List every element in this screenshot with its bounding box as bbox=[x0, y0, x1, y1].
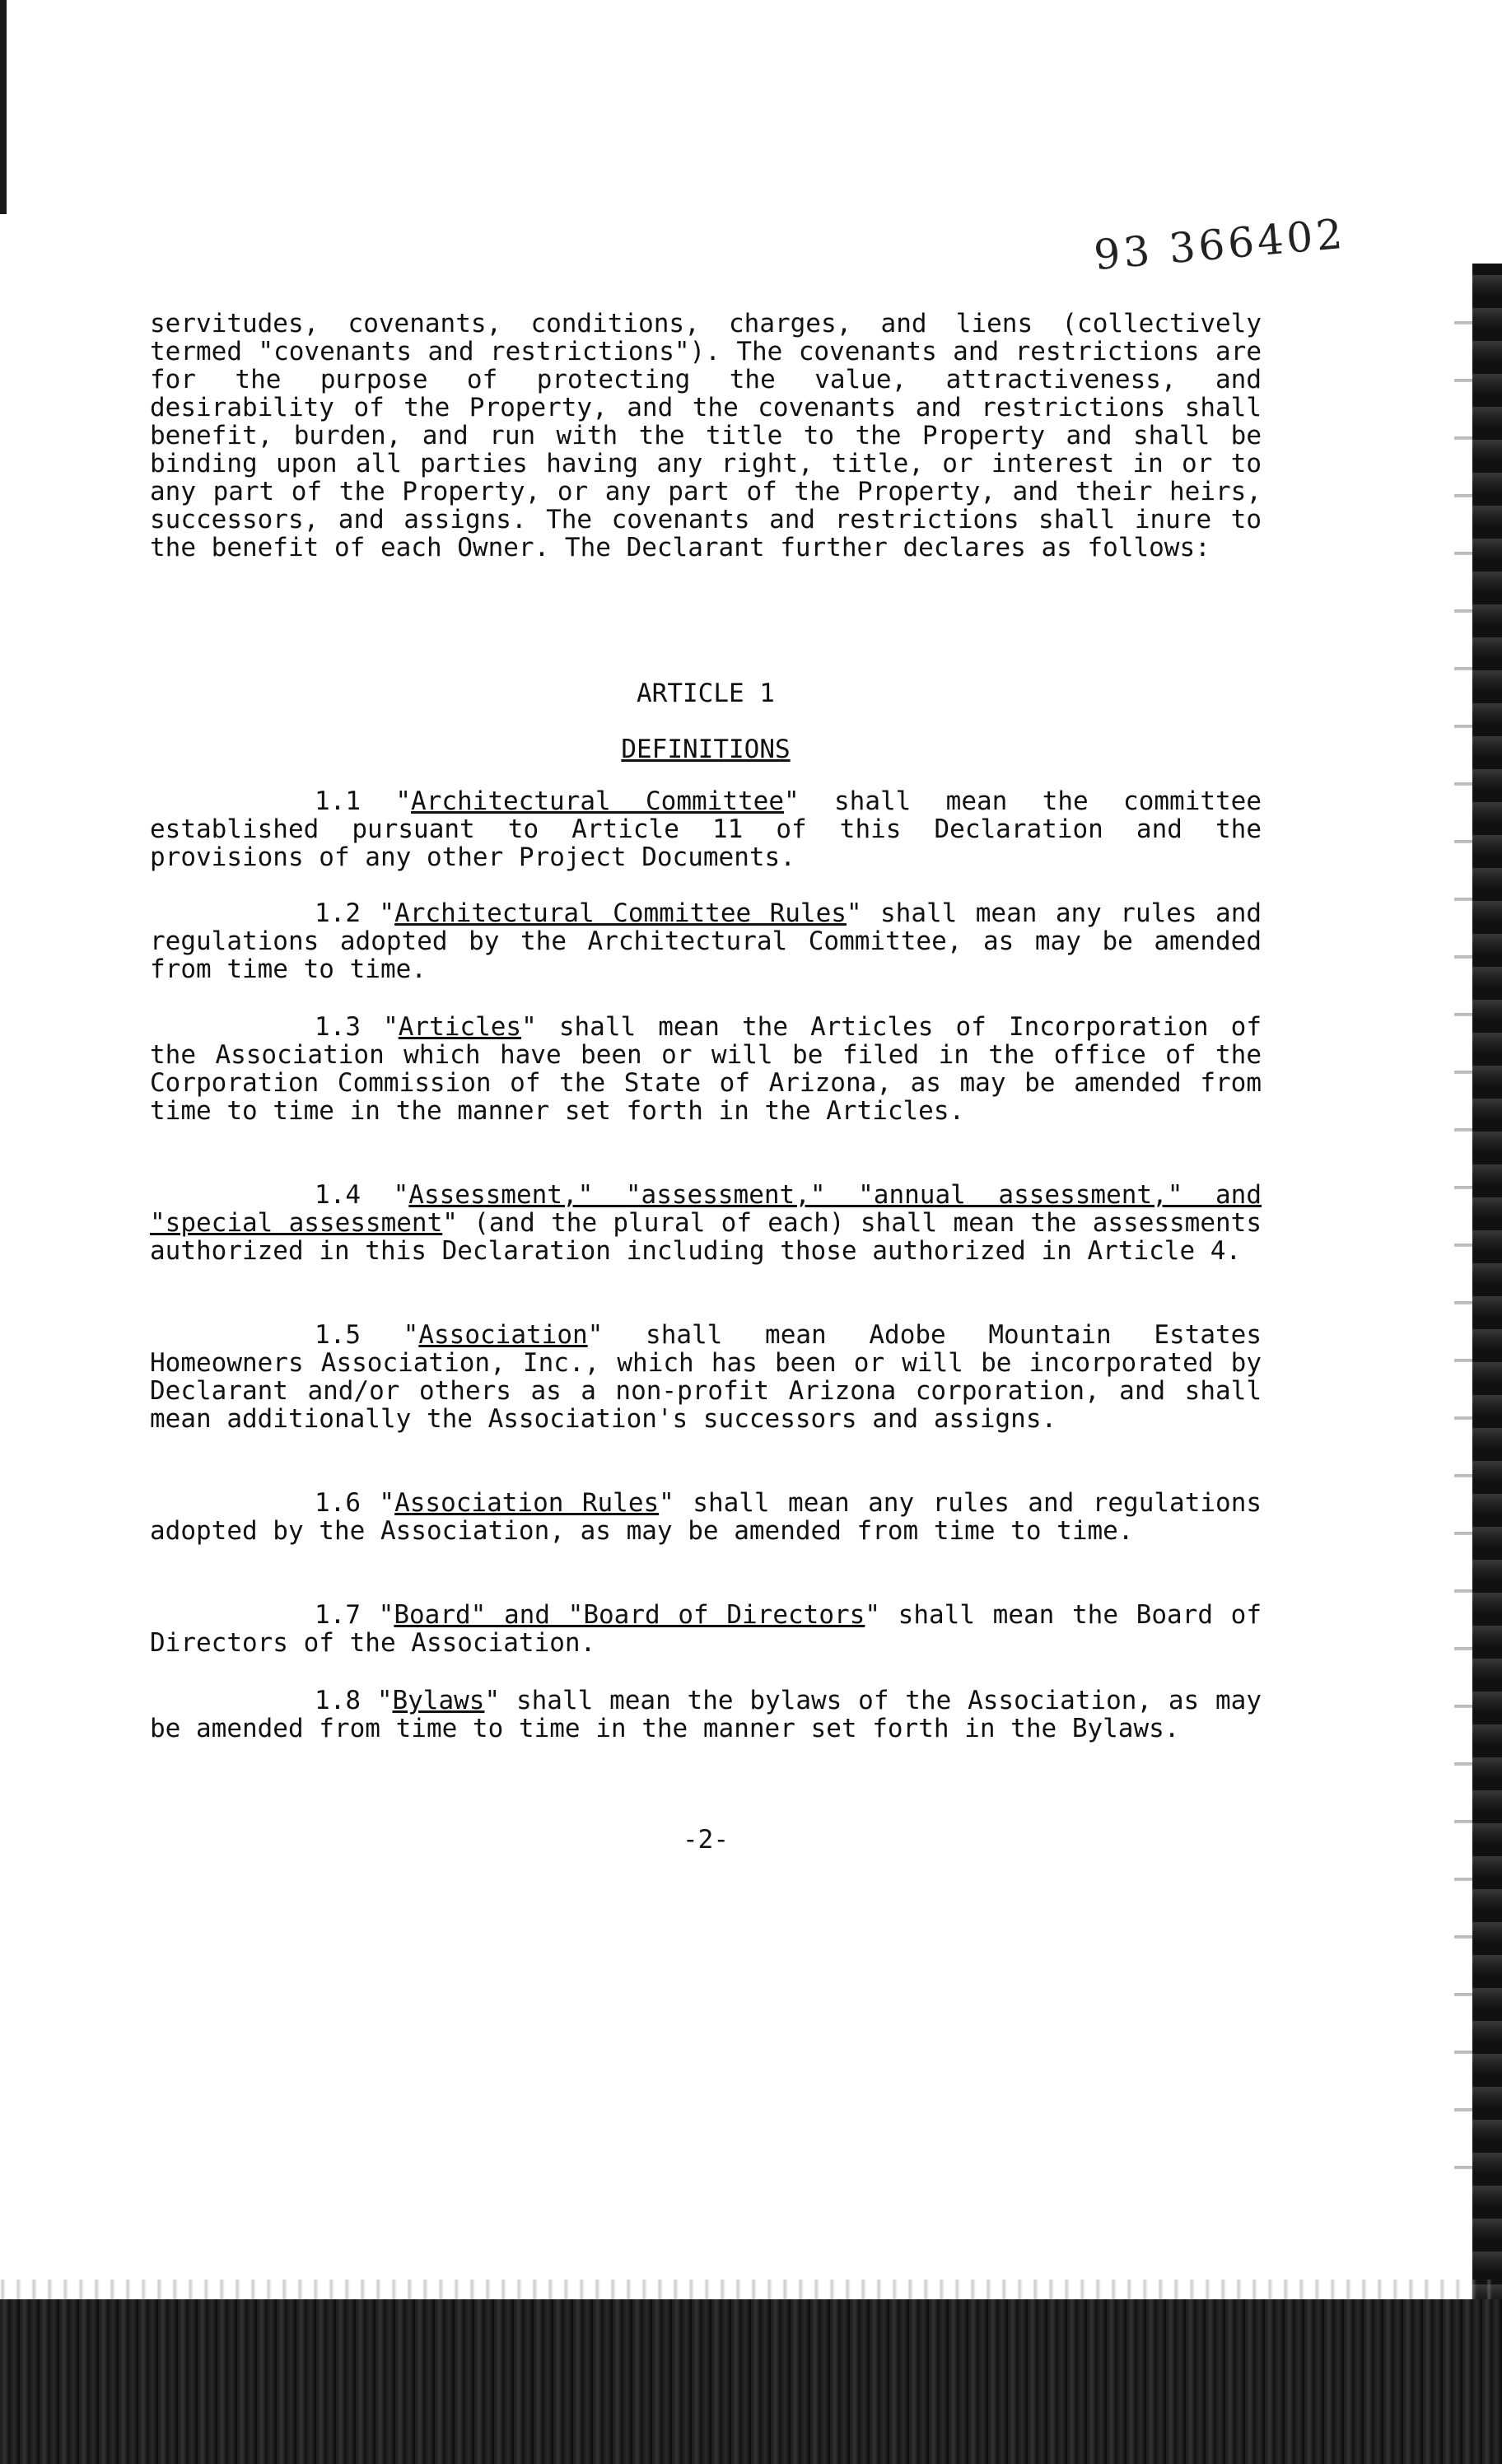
definition-1-5: 1.5 "Association" shall mean Adobe Mountain Estates Homeowners Association, Inc., which has been or will be incorporated by Declarant and/or others as a non-profit Arizona corporation, and shall mean additionally the Association's successors and assigns. bbox=[150, 1320, 1262, 1434]
article-heading: ARTICLE 1 bbox=[637, 679, 775, 708]
definition-1-8: 1.8 "Bylaws" shall mean the bylaws of the Association, as may be amended from time to time in the manner set forth in the Bylaws. bbox=[150, 1686, 1262, 1743]
definition-1-2: 1.2 "Architectural Committee Rules" shall mean any rules and regulations adopted by the Architectural Committee, as may be amended from time to time. bbox=[150, 898, 1262, 984]
definition-1-3: 1.3 "Articles" shall mean the Articles of Incorporation of the Association which have been or will be filed in the office of the Corporation Commission of the State of Arizona, as may be amended from time to time in the manner set forth in the Articles. bbox=[150, 1012, 1262, 1126]
definition-text: shall mean Adobe Mountain Estates Homeowners Association, Inc., which has been or will be incorporated by Declarant and/or others as a non-profit Arizona corporation, and shall mean additionally the Association's successors and assigns. bbox=[150, 1320, 1262, 1434]
definition-text: shall mean the committee established pursuant to Article 11 of this Declaration and the provisions of any other Project Documents. bbox=[150, 786, 1262, 872]
scan-edge-right bbox=[1472, 264, 1502, 2464]
definition-term: Association bbox=[418, 1320, 588, 1350]
definition-number: 1.1 bbox=[315, 786, 361, 816]
intro-paragraph: servitudes, covenants, conditions, charges, and liens (collectively termed "covenants and restrictions"). The covenants and restrictions are for the purpose of protecting the value, attractiveness, and desirability of the Property, and the covenants and restrictions shall benefit, burden, and run with the title to the Property and shall be binding upon all parties having any right, title, or interest in or to any part of the Property, or any part of the Property, and their heirs, successors, and assigns. The covenants and restrictions shall inure to the benefit of each Owner. The Declarant further declares as follows: bbox=[150, 309, 1262, 562]
definition-1-6: 1.6 "Association Rules" shall mean any rules and regulations adopted by the Association, as may be amended from time to time. bbox=[150, 1488, 1262, 1546]
scan-edge-left bbox=[0, 0, 7, 214]
definition-number: 1.2 bbox=[315, 898, 361, 928]
section-heading-label: DEFINITIONS bbox=[621, 735, 791, 764]
definition-term: Association Rules bbox=[394, 1488, 660, 1518]
definition-text: shall mean the bylaws of the Association, as may be amended from time to time in the manner set forth in the Bylaws. bbox=[150, 1686, 1262, 1743]
definition-term: Articles bbox=[398, 1012, 522, 1042]
definition-number: 1.8 bbox=[315, 1686, 361, 1715]
definition-term: Architectural Committee Rules bbox=[394, 898, 847, 928]
definition-number: 1.6 bbox=[315, 1488, 361, 1518]
scan-speckle-right bbox=[1454, 296, 1472, 2191]
definition-text: shall mean the Articles of Incorporation of the Association which have been or will be filed in the office of the Corporation Commission of the State of Arizona, as may be amended from time to time in the manner set forth in the Articles. bbox=[150, 1012, 1262, 1126]
definition-term: Board" and "Board of Directors bbox=[394, 1600, 865, 1630]
section-heading bbox=[150, 735, 1262, 764]
definition-term: Assessment," "assessment," "annual assessment," and "special assessment bbox=[150, 1180, 1262, 1238]
definition-term: Architectural Committee bbox=[411, 786, 784, 816]
scan-speckle-bottom bbox=[0, 2280, 1502, 2299]
page-number: -2- bbox=[683, 1825, 729, 1855]
definition-text: shall mean any rules and regulations adopted by the Association, as may be amended from time to time. bbox=[150, 1488, 1262, 1546]
definition-number: 1.7 bbox=[315, 1600, 361, 1630]
definition-1-4: 1.4 "Assessment," "assessment," "annual assessment," and "special assessment" (and the plural of each) shall mean the assessments authorized in this Declaration including those authorized in Article 4. bbox=[150, 1180, 1262, 1266]
definition-1-1: 1.1 "Architectural Committee" shall mean the committee established pursuant to Article 11 of this Declaration and the provisions of any other Project Documents. bbox=[150, 786, 1262, 872]
definition-number: 1.3 bbox=[315, 1012, 361, 1042]
scan-edge-bottom bbox=[0, 2299, 1502, 2464]
definition-term: Bylaws bbox=[392, 1686, 485, 1715]
definition-number: 1.5 bbox=[315, 1320, 361, 1350]
definition-number: 1.4 bbox=[315, 1180, 361, 1210]
definition-text: shall mean the Board of Directors of the Association. bbox=[150, 1600, 1262, 1658]
definition-text: (and the plural of each) shall mean the assessments authorized in this Declaration including those authorized in Article 4. bbox=[150, 1208, 1262, 1266]
definition-1-7: 1.7 "Board" and "Board of Directors" shall mean the Board of Directors of the Association. bbox=[150, 1600, 1262, 1658]
handwritten-recording-number: 93 366402 bbox=[1092, 209, 1348, 280]
definition-text: shall mean any rules and regulations adopted by the Architectural Committee, as may be amended from time to time. bbox=[150, 898, 1262, 984]
